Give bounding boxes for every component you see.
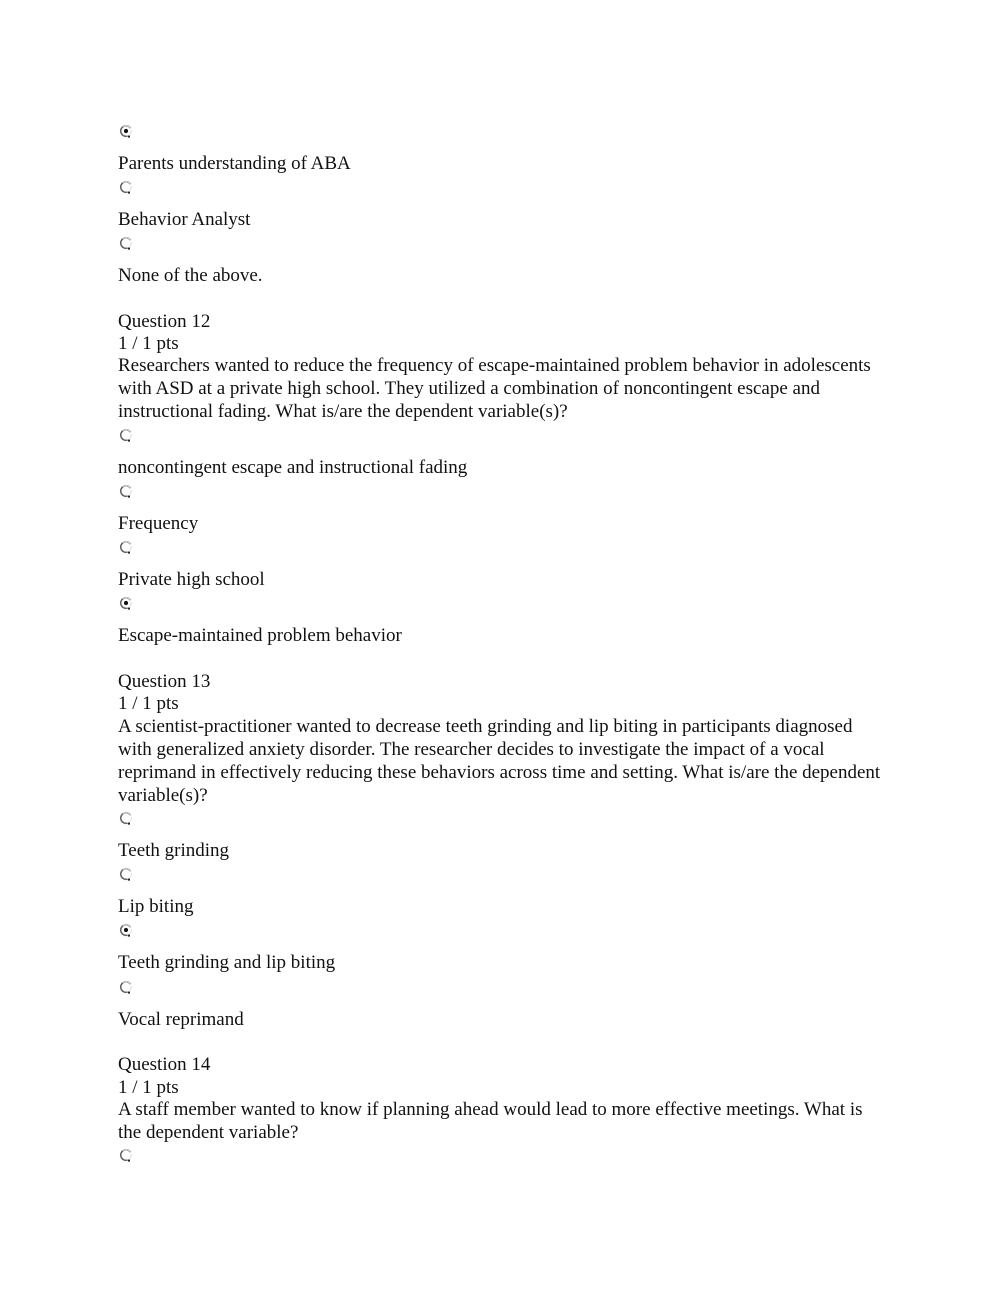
- question-text: A staff member wanted to know if planning ahead would lead to more effective meetings. What is the dependent variable?: [118, 1099, 863, 1143]
- radio-button[interactable]: [119, 236, 133, 250]
- q13-option-label: Teeth grinding: [118, 840, 230, 861]
- q11-option-label: Parents understanding of ABA: [118, 153, 351, 174]
- q11-option-label: Behavior Analyst: [118, 209, 251, 230]
- question-title: Question 12: [118, 311, 211, 332]
- radio-button[interactable]: [119, 428, 133, 442]
- radio-button[interactable]: [119, 811, 133, 825]
- q13-option-label: Teeth grinding and lip biting: [118, 952, 336, 973]
- question-points: 1 / 1 pts: [118, 693, 179, 714]
- radio-button-selected[interactable]: [119, 124, 133, 138]
- question-title: Question 13: [118, 671, 211, 692]
- q13-option-label: Lip biting: [118, 896, 194, 917]
- radio-button[interactable]: [119, 484, 133, 498]
- radio-button[interactable]: [119, 540, 133, 554]
- q12-option-label: Private high school: [118, 569, 265, 590]
- radio-button[interactable]: [119, 1148, 133, 1162]
- question-text: Researchers wanted to reduce the frequency of escape-maintained problem behavior in adolescents with ASD at a private high school. They utilized a combination of noncontingent escape and instructional fading. What is/are the dependent variable(s)?: [118, 355, 871, 422]
- radio-button[interactable]: [119, 180, 133, 194]
- radio-button[interactable]: [119, 867, 133, 881]
- q12-option-label: Frequency: [118, 513, 199, 534]
- q11-option-label: None of the above.: [118, 265, 263, 286]
- question-points: 1 / 1 pts: [118, 1077, 179, 1098]
- question-points: 1 / 1 pts: [118, 333, 179, 354]
- question-text: A scientist-practitioner wanted to decrease teeth grinding and lip biting in participants diagnosed with generalized anxiety disorder. The researcher decides to investigate the impact of a vocal reprimand in effectively reducing these behaviors across time and setting. What is/are the dependent variable(s)?: [118, 716, 881, 806]
- q13-option-label: Vocal reprimand: [118, 1009, 244, 1030]
- radio-button-selected[interactable]: [119, 596, 133, 610]
- q12-option-label: noncontingent escape and instructional fading: [118, 457, 468, 478]
- q12-option-label: Escape-maintained problem behavior: [118, 625, 402, 646]
- radio-button-selected[interactable]: [119, 923, 133, 937]
- question-title: Question 14: [118, 1054, 211, 1075]
- radio-button[interactable]: [119, 980, 133, 994]
